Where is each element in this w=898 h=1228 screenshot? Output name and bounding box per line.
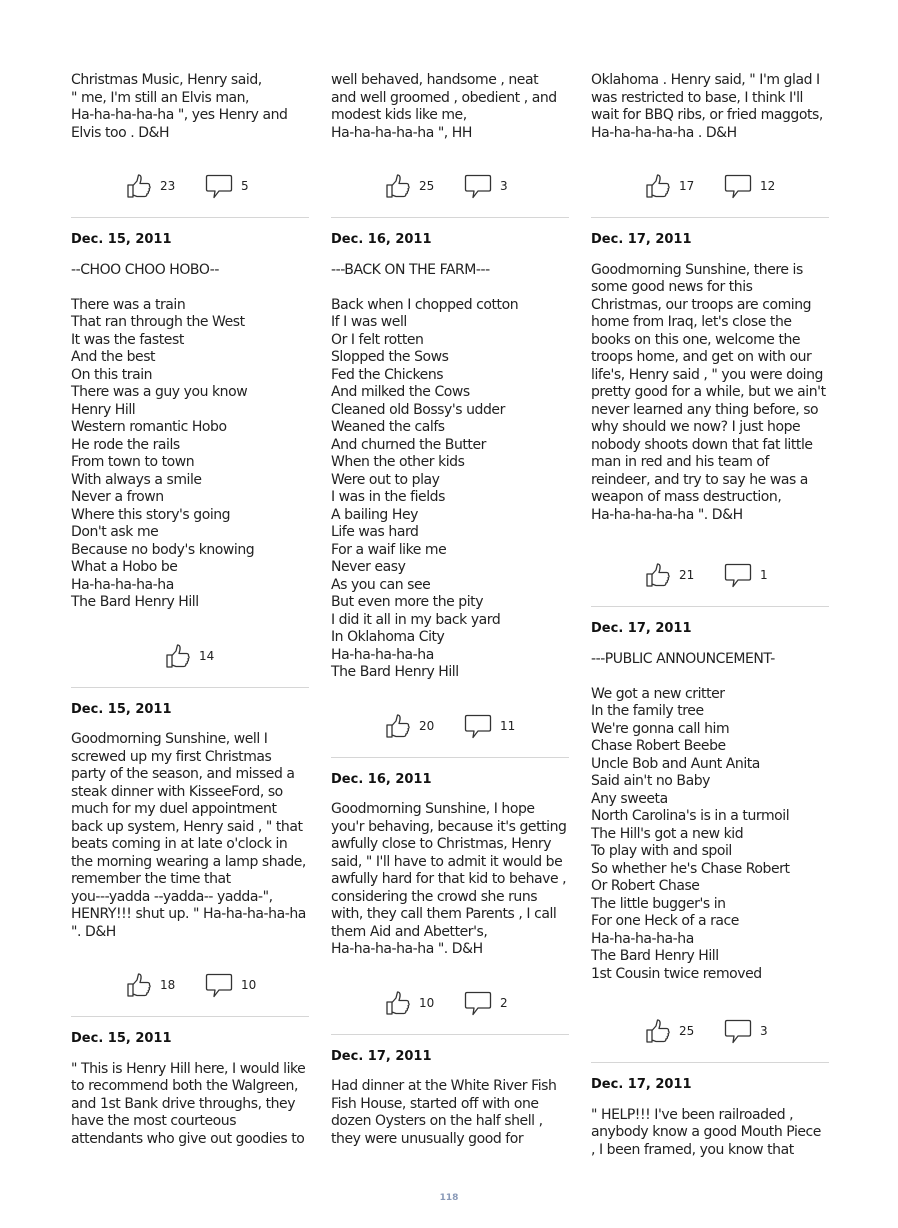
speech-bubble-icon xyxy=(205,972,233,998)
comment-count: 11 xyxy=(500,718,516,733)
divider xyxy=(331,1034,569,1035)
page-number: 118 xyxy=(439,1193,459,1203)
thumbs-up-icon xyxy=(165,643,191,669)
comment-count: 1 xyxy=(760,568,768,582)
post-date: Dec. 17, 2011 xyxy=(591,621,692,636)
divider xyxy=(71,217,309,218)
divider xyxy=(591,1062,829,1063)
speech-bubble-icon xyxy=(464,990,492,1016)
like-count: 23 xyxy=(160,179,176,193)
like-count: 17 xyxy=(679,179,695,193)
post-date: Dec. 17, 2011 xyxy=(331,1048,432,1064)
post xyxy=(331,72,569,206)
post-stats xyxy=(591,555,829,595)
post-text: well behaved, handsome , neat and well groomed , obedient , and modest kids like me, Ha-ha-ha-ha-ha ", HH xyxy=(331,72,557,141)
comment-button[interactable] xyxy=(205,166,249,206)
thumbs-up-icon xyxy=(645,562,671,588)
comment-count: 5 xyxy=(241,179,249,193)
speech-bubble-icon xyxy=(724,173,752,199)
divider xyxy=(71,687,309,688)
like-button[interactable] xyxy=(385,166,434,206)
post-text: " HELP!!! I've been railroaded , anybody know a good Mouth Piece , I been framed, you know that xyxy=(591,1106,821,1158)
post-date: Dec. 17, 2011 xyxy=(591,232,692,247)
speech-bubble-icon xyxy=(724,562,752,588)
like-count: 10 xyxy=(419,995,435,1010)
like-count: 25 xyxy=(679,1024,695,1038)
speech-bubble-icon xyxy=(464,713,492,739)
post-text: Goodmorning Sunshine, there is some good news for this Christmas, our troops are coming home from Iraq, let's close the books on this one, welcome the troops home, and get on with our life's, Henry said , " you were doing pretty good for a while, but we ain't never learned any thing before, so why should we now? I just hope nobody shoots down that fat little man in red and his team of reindeer, and try to say he was a weapon of mass destruction, Ha-ha-ha-ha-ha ". D&H xyxy=(591,261,826,523)
post-text: Goodmorning Sunshine, I hope you'r behaving, because it's getting awfully close to Christmas, Henry said, " I'll have to admit it would be awfully hard for that kid to behave , considering the crowd she runs with, they call them Parents , I call them Aid and Abetter's, Ha-ha-ha-ha-ha ". D&H xyxy=(331,801,567,957)
post xyxy=(331,1048,569,1149)
like-count: 18 xyxy=(160,978,176,992)
post xyxy=(71,231,309,676)
post-text: Christmas Music, Henry said, " me, I'm still an Elvis man, Ha-ha-ha-ha-ha ", yes Henry and Elvis too . D&H xyxy=(71,72,288,141)
speech-bubble-icon xyxy=(464,173,492,199)
like-button[interactable] xyxy=(645,555,694,595)
divider xyxy=(591,217,829,218)
post-date: Dec. 15, 2011 xyxy=(71,701,172,717)
post xyxy=(71,72,309,206)
thumbs-up-icon xyxy=(645,173,671,199)
post-stats xyxy=(331,983,569,1023)
post xyxy=(591,231,829,595)
post-stats xyxy=(71,636,309,676)
post-date: Dec. 15, 2011 xyxy=(71,1031,172,1046)
divider xyxy=(591,606,829,607)
speech-bubble-icon xyxy=(205,173,233,199)
post-stats xyxy=(71,166,309,206)
like-count: 25 xyxy=(419,179,435,193)
post-date: Dec. 16, 2011 xyxy=(331,771,432,787)
divider xyxy=(331,217,569,218)
post xyxy=(71,1030,309,1148)
post xyxy=(71,701,309,1006)
like-count: 20 xyxy=(419,718,435,733)
thumbs-up-icon xyxy=(385,713,411,739)
post-date: Dec. 15, 2011 xyxy=(71,232,172,247)
like-button[interactable] xyxy=(645,1011,694,1051)
column-1 xyxy=(71,72,309,1148)
speech-bubble-icon xyxy=(724,1018,752,1044)
like-button[interactable] xyxy=(385,706,434,746)
divider xyxy=(71,1016,309,1017)
post-date: Dec. 17, 2011 xyxy=(591,1077,692,1092)
thumbs-up-icon xyxy=(385,990,411,1016)
post-stats xyxy=(591,166,829,206)
like-button[interactable] xyxy=(385,983,434,1023)
like-button[interactable] xyxy=(126,965,175,1005)
comment-button[interactable] xyxy=(724,555,768,595)
post xyxy=(591,620,829,1051)
comment-button[interactable] xyxy=(724,166,775,206)
post-stats xyxy=(331,706,569,746)
post xyxy=(591,1076,829,1159)
like-button[interactable] xyxy=(645,166,694,206)
post-text: " This is Henry Hill here, I would like to recommend both the Walgreen, and 1st Bank drive throughs, they have the most courteous attendants who give out goodies to xyxy=(71,1060,306,1147)
comment-count: 12 xyxy=(760,179,776,193)
column-3 xyxy=(591,72,829,1159)
like-button[interactable] xyxy=(126,166,175,206)
post-stats xyxy=(71,965,309,1005)
comment-count: 3 xyxy=(760,1024,768,1038)
post-stats xyxy=(331,166,569,206)
comment-button[interactable] xyxy=(724,1011,768,1051)
post-text: Goodmorning Sunshine, well I screwed up my first Christmas party of the season, and missed a steak dinner with KisseeFord, so much for my duel appointment back up system, Henry said , " that beats coming in at late o'clock in the morning wearing a lamp shade, remember the time that you---yadda --yadda-- yadda-", HENRY!!! shut up. " Ha-ha-ha-ha-ha ". D&H xyxy=(71,731,306,940)
like-button[interactable] xyxy=(165,636,214,676)
post-text: Oklahoma . Henry said, " I'm glad I was restricted to base, I think I'll wait for BBQ ribs, or fried maggots, Ha-ha-ha-ha-ha . D&H xyxy=(591,72,823,141)
comment-count: 2 xyxy=(500,995,508,1010)
like-count: 21 xyxy=(679,568,695,582)
like-count: 14 xyxy=(199,648,215,663)
post-text: ---PUBLIC ANNOUNCEMENT- We got a new critter In the family tree We're gonna call him Chase Robert Beebe Uncle Bob and Aunt Anita Said ain't no Baby Any sweeta North Carolina's is in a turmoil The Hill's got a new kid To play with and spoil So whether he's Chase Robert Or Robert Chase The little bugger's in For one Heck of a race Ha-ha-ha-ha-ha The Bard Henry Hill 1st Cousin twice removed xyxy=(591,650,790,982)
column-2 xyxy=(331,72,569,1148)
comment-button[interactable] xyxy=(464,983,508,1023)
post xyxy=(331,771,569,1023)
comment-count: 10 xyxy=(241,978,257,992)
divider xyxy=(331,757,569,758)
thumbs-up-icon xyxy=(126,173,152,199)
post-text: --CHOO CHOO HOBO-- There was a train That ran through the West It was the fastest And the best On this train There was a guy you know Henry Hill Western romantic Hobo He rode the rails From town to town With always a smile Never a frown Where this story's going Don't ask me Because no body's knowing What a Hobo be Ha-ha-ha-ha-ha The Bard Henry Hill xyxy=(71,261,255,610)
comment-button[interactable] xyxy=(205,965,256,1005)
post-date: Dec. 16, 2011 xyxy=(331,232,432,247)
post-text: Had dinner at the White River Fish Fish House, started off with one dozen Oysters on the half shell , they were unusually good for xyxy=(331,1078,557,1147)
comment-button[interactable] xyxy=(464,706,515,746)
comment-button[interactable] xyxy=(464,166,508,206)
thumbs-up-icon xyxy=(645,1018,671,1044)
post xyxy=(331,231,569,746)
thumbs-up-icon xyxy=(385,173,411,199)
post-stats xyxy=(591,1011,829,1051)
post xyxy=(591,72,829,206)
thumbs-up-icon xyxy=(126,972,152,998)
post-text: ---BACK ON THE FARM--- Back when I chopped cotton If I was well Or I felt rotten Slopped the Sows Fed the Chickens And milked the Cows Cleaned old Bossy's udder Weaned the calfs And churned the Butter When the other kids Were out to play I was in the fields A bailing Hey Life was hard For a waif like me Never easy As you can see But even more the pity I did it all in my back yard In Oklahoma City Ha-ha-ha-ha-ha The Bard Henry Hill xyxy=(331,261,519,680)
comment-count: 3 xyxy=(500,179,508,193)
